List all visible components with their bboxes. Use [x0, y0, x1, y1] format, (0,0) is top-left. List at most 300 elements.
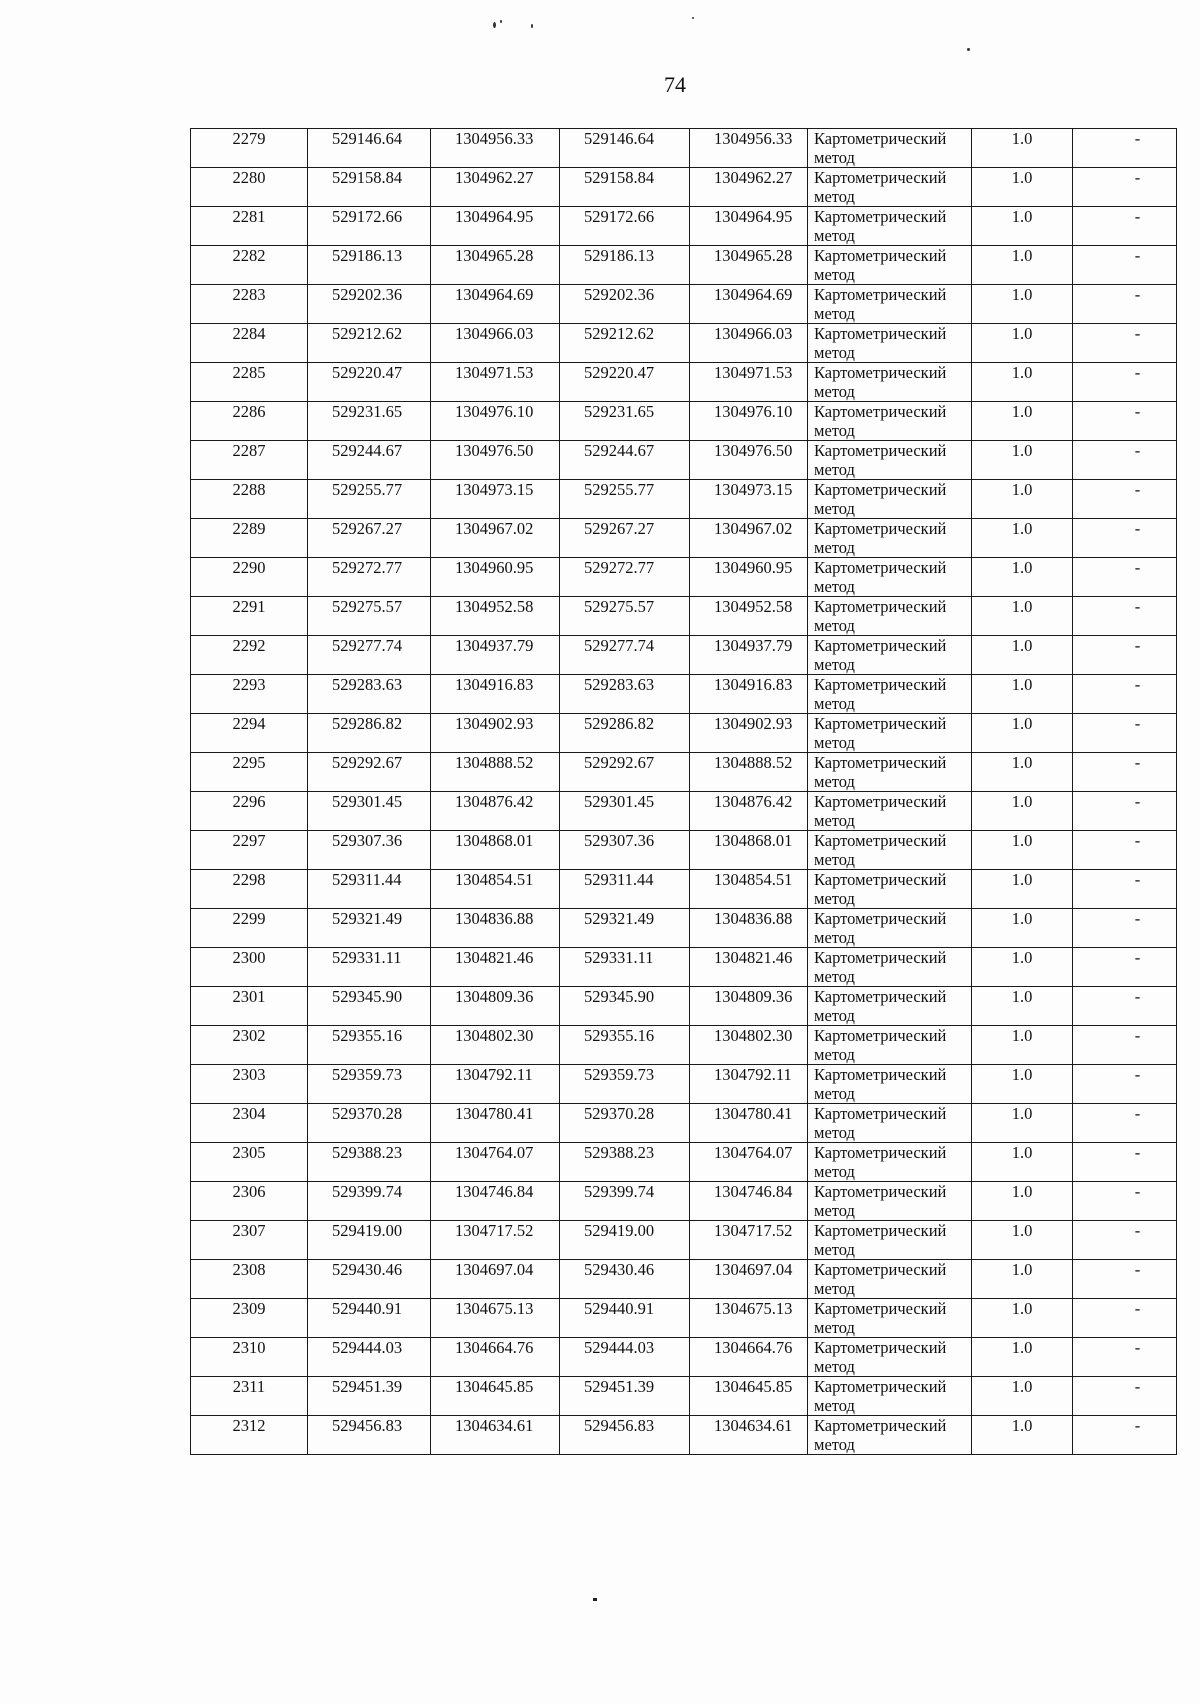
point-number-cell: 2295	[191, 753, 308, 792]
description-cell: -	[1073, 519, 1177, 558]
table-row	[191, 1377, 1177, 1416]
y-coordinate-cell: 1304634.61	[690, 1416, 808, 1455]
table-row	[191, 1221, 1177, 1260]
y-coordinate-cell: 1304967.02	[690, 519, 808, 558]
y-coordinate-cell: 1304868.01	[431, 831, 560, 870]
point-number-cell: 2280	[191, 168, 308, 207]
y-coordinate-cell: 1304962.27	[690, 168, 808, 207]
y-coordinate-cell: 1304764.07	[690, 1143, 808, 1182]
x-coordinate-cell: 529283.63	[560, 675, 690, 714]
method-cell: Картометрический метод	[808, 870, 972, 909]
description-cell: -	[1073, 792, 1177, 831]
x-coordinate-cell: 529451.39	[308, 1377, 431, 1416]
description-cell: -	[1073, 1182, 1177, 1221]
description-cell: -	[1073, 636, 1177, 675]
y-coordinate-cell: 1304962.27	[431, 168, 560, 207]
x-coordinate-cell: 529286.82	[308, 714, 431, 753]
method-cell: Картометрический метод	[808, 129, 972, 168]
x-coordinate-cell: 529244.67	[560, 441, 690, 480]
method-cell: Картометрический метод	[808, 1377, 972, 1416]
y-coordinate-cell: 1304964.69	[431, 285, 560, 324]
description-cell: -	[1073, 129, 1177, 168]
y-coordinate-cell: 1304967.02	[431, 519, 560, 558]
x-coordinate-cell: 529307.36	[308, 831, 431, 870]
y-coordinate-cell: 1304792.11	[431, 1065, 560, 1104]
method-cell: Картометрический метод	[808, 246, 972, 285]
x-coordinate-cell: 529388.23	[560, 1143, 690, 1182]
table-row	[191, 1026, 1177, 1065]
table-row	[191, 753, 1177, 792]
coordinates-table	[190, 128, 1177, 1455]
y-coordinate-cell: 1304976.10	[431, 402, 560, 441]
x-coordinate-cell: 529444.03	[560, 1338, 690, 1377]
y-coordinate-cell: 1304821.46	[431, 948, 560, 987]
point-number-cell: 2292	[191, 636, 308, 675]
scan-artifact	[593, 1598, 597, 1601]
x-coordinate-cell: 529286.82	[560, 714, 690, 753]
method-cell: Картометрический метод	[808, 1221, 972, 1260]
method-cell: Картометрический метод	[808, 1104, 972, 1143]
table-row	[191, 831, 1177, 870]
scan-artifact	[500, 20, 502, 23]
scan-artifact	[493, 22, 496, 28]
x-coordinate-cell: 529292.67	[308, 753, 431, 792]
table-row	[191, 1104, 1177, 1143]
accuracy-cell: 1.0	[972, 363, 1073, 402]
accuracy-cell: 1.0	[972, 948, 1073, 987]
x-coordinate-cell: 529212.62	[560, 324, 690, 363]
point-number-cell: 2304	[191, 1104, 308, 1143]
table-row	[191, 1182, 1177, 1221]
method-cell: Картометрический метод	[808, 597, 972, 636]
x-coordinate-cell: 529272.77	[308, 558, 431, 597]
table-row	[191, 129, 1177, 168]
accuracy-cell: 1.0	[972, 558, 1073, 597]
y-coordinate-cell: 1304802.30	[431, 1026, 560, 1065]
y-coordinate-cell: 1304937.79	[690, 636, 808, 675]
table-row	[191, 792, 1177, 831]
accuracy-cell: 1.0	[972, 207, 1073, 246]
method-cell: Картометрический метод	[808, 1338, 972, 1377]
x-coordinate-cell: 529146.64	[560, 129, 690, 168]
y-coordinate-cell: 1304976.10	[690, 402, 808, 441]
description-cell: -	[1073, 1104, 1177, 1143]
point-number-cell: 2309	[191, 1299, 308, 1338]
accuracy-cell: 1.0	[972, 1338, 1073, 1377]
x-coordinate-cell: 529277.74	[308, 636, 431, 675]
y-coordinate-cell: 1304964.95	[690, 207, 808, 246]
table-row	[191, 285, 1177, 324]
x-coordinate-cell: 529345.90	[560, 987, 690, 1026]
x-coordinate-cell: 529158.84	[308, 168, 431, 207]
x-coordinate-cell: 529456.83	[308, 1416, 431, 1455]
accuracy-cell: 1.0	[972, 168, 1073, 207]
point-number-cell: 2298	[191, 870, 308, 909]
table-row	[191, 597, 1177, 636]
y-coordinate-cell: 1304764.07	[431, 1143, 560, 1182]
x-coordinate-cell: 529399.74	[560, 1182, 690, 1221]
y-coordinate-cell: 1304836.88	[690, 909, 808, 948]
y-coordinate-cell: 1304645.85	[431, 1377, 560, 1416]
table-row	[191, 402, 1177, 441]
y-coordinate-cell: 1304664.76	[690, 1338, 808, 1377]
point-number-cell: 2300	[191, 948, 308, 987]
x-coordinate-cell: 529146.64	[308, 129, 431, 168]
accuracy-cell: 1.0	[972, 714, 1073, 753]
scan-artifact	[531, 24, 533, 28]
x-coordinate-cell: 529231.65	[560, 402, 690, 441]
table-row	[191, 1416, 1177, 1455]
accuracy-cell: 1.0	[972, 1104, 1073, 1143]
description-cell: -	[1073, 168, 1177, 207]
description-cell: -	[1073, 363, 1177, 402]
point-number-cell: 2293	[191, 675, 308, 714]
table-row	[191, 714, 1177, 753]
description-cell: -	[1073, 1299, 1177, 1338]
y-coordinate-cell: 1304746.84	[431, 1182, 560, 1221]
table-row	[191, 909, 1177, 948]
point-number-cell: 2297	[191, 831, 308, 870]
x-coordinate-cell: 529277.74	[560, 636, 690, 675]
method-cell: Картометрический метод	[808, 207, 972, 246]
point-number-cell: 2312	[191, 1416, 308, 1455]
table-row	[191, 363, 1177, 402]
y-coordinate-cell: 1304956.33	[690, 129, 808, 168]
x-coordinate-cell: 529419.00	[308, 1221, 431, 1260]
point-number-cell: 2279	[191, 129, 308, 168]
y-coordinate-cell: 1304809.36	[431, 987, 560, 1026]
y-coordinate-cell: 1304964.69	[690, 285, 808, 324]
y-coordinate-cell: 1304960.95	[690, 558, 808, 597]
x-coordinate-cell: 529359.73	[308, 1065, 431, 1104]
x-coordinate-cell: 529430.46	[560, 1260, 690, 1299]
y-coordinate-cell: 1304952.58	[690, 597, 808, 636]
y-coordinate-cell: 1304966.03	[431, 324, 560, 363]
description-cell: -	[1073, 1260, 1177, 1299]
page-number: 74	[664, 72, 686, 97]
x-coordinate-cell: 529399.74	[308, 1182, 431, 1221]
y-coordinate-cell: 1304965.28	[690, 246, 808, 285]
accuracy-cell: 1.0	[972, 324, 1073, 363]
x-coordinate-cell: 529307.36	[560, 831, 690, 870]
x-coordinate-cell: 529430.46	[308, 1260, 431, 1299]
accuracy-cell: 1.0	[972, 246, 1073, 285]
accuracy-cell: 1.0	[972, 285, 1073, 324]
method-cell: Картометрический метод	[808, 636, 972, 675]
accuracy-cell: 1.0	[972, 129, 1073, 168]
description-cell: -	[1073, 597, 1177, 636]
description-cell: -	[1073, 324, 1177, 363]
description-cell: -	[1073, 441, 1177, 480]
y-coordinate-cell: 1304902.93	[431, 714, 560, 753]
point-number-cell: 2307	[191, 1221, 308, 1260]
point-number-cell: 2288	[191, 480, 308, 519]
table-row	[191, 558, 1177, 597]
point-number-cell: 2281	[191, 207, 308, 246]
point-number-cell: 2286	[191, 402, 308, 441]
table-row	[191, 519, 1177, 558]
accuracy-cell: 1.0	[972, 792, 1073, 831]
y-coordinate-cell: 1304965.28	[431, 246, 560, 285]
y-coordinate-cell: 1304780.41	[431, 1104, 560, 1143]
accuracy-cell: 1.0	[972, 753, 1073, 792]
y-coordinate-cell: 1304888.52	[690, 753, 808, 792]
y-coordinate-cell: 1304902.93	[690, 714, 808, 753]
accuracy-cell: 1.0	[972, 402, 1073, 441]
point-number-cell: 2287	[191, 441, 308, 480]
y-coordinate-cell: 1304809.36	[690, 987, 808, 1026]
table-row	[191, 207, 1177, 246]
method-cell: Картометрический метод	[808, 909, 972, 948]
x-coordinate-cell: 529186.13	[308, 246, 431, 285]
y-coordinate-cell: 1304802.30	[690, 1026, 808, 1065]
y-coordinate-cell: 1304675.13	[431, 1299, 560, 1338]
y-coordinate-cell: 1304966.03	[690, 324, 808, 363]
y-coordinate-cell: 1304717.52	[431, 1221, 560, 1260]
accuracy-cell: 1.0	[972, 1416, 1073, 1455]
description-cell: -	[1073, 246, 1177, 285]
description-cell: -	[1073, 207, 1177, 246]
method-cell: Картометрический метод	[808, 285, 972, 324]
accuracy-cell: 1.0	[972, 1026, 1073, 1065]
accuracy-cell: 1.0	[972, 870, 1073, 909]
scan-artifact	[692, 17, 694, 19]
description-cell: -	[1073, 987, 1177, 1026]
y-coordinate-cell: 1304973.15	[690, 480, 808, 519]
method-cell: Картометрический метод	[808, 714, 972, 753]
description-cell: -	[1073, 831, 1177, 870]
y-coordinate-cell: 1304854.51	[431, 870, 560, 909]
x-coordinate-cell: 529355.16	[308, 1026, 431, 1065]
method-cell: Картометрический метод	[808, 558, 972, 597]
x-coordinate-cell: 529275.57	[560, 597, 690, 636]
accuracy-cell: 1.0	[972, 1299, 1073, 1338]
accuracy-cell: 1.0	[972, 1143, 1073, 1182]
table-row	[191, 636, 1177, 675]
x-coordinate-cell: 529186.13	[560, 246, 690, 285]
point-number-cell: 2303	[191, 1065, 308, 1104]
x-coordinate-cell: 529311.44	[560, 870, 690, 909]
x-coordinate-cell: 529311.44	[308, 870, 431, 909]
method-cell: Картометрический метод	[808, 1065, 972, 1104]
method-cell: Картометрический метод	[808, 1416, 972, 1455]
y-coordinate-cell: 1304952.58	[431, 597, 560, 636]
method-cell: Картометрический метод	[808, 1299, 972, 1338]
x-coordinate-cell: 529158.84	[560, 168, 690, 207]
x-coordinate-cell: 529231.65	[308, 402, 431, 441]
x-coordinate-cell: 529220.47	[308, 363, 431, 402]
point-number-cell: 2299	[191, 909, 308, 948]
method-cell: Картометрический метод	[808, 1143, 972, 1182]
y-coordinate-cell: 1304634.61	[431, 1416, 560, 1455]
x-coordinate-cell: 529172.66	[308, 207, 431, 246]
x-coordinate-cell: 529301.45	[308, 792, 431, 831]
y-coordinate-cell: 1304916.83	[690, 675, 808, 714]
y-coordinate-cell: 1304956.33	[431, 129, 560, 168]
method-cell: Картометрический метод	[808, 519, 972, 558]
x-coordinate-cell: 529345.90	[308, 987, 431, 1026]
y-coordinate-cell: 1304821.46	[690, 948, 808, 987]
method-cell: Картометрический метод	[808, 441, 972, 480]
point-number-cell: 2308	[191, 1260, 308, 1299]
x-coordinate-cell: 529451.39	[560, 1377, 690, 1416]
accuracy-cell: 1.0	[972, 987, 1073, 1026]
accuracy-cell: 1.0	[972, 909, 1073, 948]
method-cell: Картометрический метод	[808, 675, 972, 714]
y-coordinate-cell: 1304792.11	[690, 1065, 808, 1104]
description-cell: -	[1073, 1416, 1177, 1455]
x-coordinate-cell: 529212.62	[308, 324, 431, 363]
table-row	[191, 1260, 1177, 1299]
y-coordinate-cell: 1304916.83	[431, 675, 560, 714]
method-cell: Картометрический метод	[808, 753, 972, 792]
y-coordinate-cell: 1304664.76	[431, 1338, 560, 1377]
point-number-cell: 2306	[191, 1182, 308, 1221]
description-cell: -	[1073, 1065, 1177, 1104]
y-coordinate-cell: 1304780.41	[690, 1104, 808, 1143]
description-cell: -	[1073, 1221, 1177, 1260]
point-number-cell: 2310	[191, 1338, 308, 1377]
x-coordinate-cell: 529355.16	[560, 1026, 690, 1065]
method-cell: Картометрический метод	[808, 792, 972, 831]
point-number-cell: 2285	[191, 363, 308, 402]
point-number-cell: 2296	[191, 792, 308, 831]
x-coordinate-cell: 529283.63	[308, 675, 431, 714]
y-coordinate-cell: 1304746.84	[690, 1182, 808, 1221]
x-coordinate-cell: 529440.91	[560, 1299, 690, 1338]
x-coordinate-cell: 529255.77	[308, 480, 431, 519]
accuracy-cell: 1.0	[972, 480, 1073, 519]
x-coordinate-cell: 529255.77	[560, 480, 690, 519]
y-coordinate-cell: 1304876.42	[431, 792, 560, 831]
accuracy-cell: 1.0	[972, 675, 1073, 714]
x-coordinate-cell: 529202.36	[308, 285, 431, 324]
description-cell: -	[1073, 714, 1177, 753]
method-cell: Картометрический метод	[808, 363, 972, 402]
y-coordinate-cell: 1304971.53	[431, 363, 560, 402]
point-number-cell: 2290	[191, 558, 308, 597]
description-cell: -	[1073, 558, 1177, 597]
x-coordinate-cell: 529275.57	[308, 597, 431, 636]
table-row	[191, 1143, 1177, 1182]
method-cell: Картометрический метод	[808, 987, 972, 1026]
table-row	[191, 987, 1177, 1026]
x-coordinate-cell: 529292.67	[560, 753, 690, 792]
x-coordinate-cell: 529370.28	[560, 1104, 690, 1143]
x-coordinate-cell: 529370.28	[308, 1104, 431, 1143]
y-coordinate-cell: 1304836.88	[431, 909, 560, 948]
x-coordinate-cell: 529359.73	[560, 1065, 690, 1104]
y-coordinate-cell: 1304960.95	[431, 558, 560, 597]
description-cell: -	[1073, 1026, 1177, 1065]
y-coordinate-cell: 1304854.51	[690, 870, 808, 909]
y-coordinate-cell: 1304971.53	[690, 363, 808, 402]
point-number-cell: 2289	[191, 519, 308, 558]
y-coordinate-cell: 1304964.95	[431, 207, 560, 246]
table-row	[191, 168, 1177, 207]
description-cell: -	[1073, 480, 1177, 519]
table-row	[191, 246, 1177, 285]
table-row	[191, 324, 1177, 363]
y-coordinate-cell: 1304697.04	[690, 1260, 808, 1299]
x-coordinate-cell: 529321.49	[308, 909, 431, 948]
method-cell: Картометрический метод	[808, 168, 972, 207]
scan-artifact	[967, 48, 970, 51]
description-cell: -	[1073, 1338, 1177, 1377]
accuracy-cell: 1.0	[972, 1182, 1073, 1221]
y-coordinate-cell: 1304888.52	[431, 753, 560, 792]
method-cell: Картометрический метод	[808, 948, 972, 987]
description-cell: -	[1073, 1377, 1177, 1416]
x-coordinate-cell: 529331.11	[560, 948, 690, 987]
x-coordinate-cell: 529444.03	[308, 1338, 431, 1377]
y-coordinate-cell: 1304717.52	[690, 1221, 808, 1260]
x-coordinate-cell: 529267.27	[308, 519, 431, 558]
y-coordinate-cell: 1304976.50	[690, 441, 808, 480]
y-coordinate-cell: 1304868.01	[690, 831, 808, 870]
accuracy-cell: 1.0	[972, 1260, 1073, 1299]
x-coordinate-cell: 529267.27	[560, 519, 690, 558]
x-coordinate-cell: 529456.83	[560, 1416, 690, 1455]
x-coordinate-cell: 529440.91	[308, 1299, 431, 1338]
point-number-cell: 2283	[191, 285, 308, 324]
x-coordinate-cell: 529388.23	[308, 1143, 431, 1182]
table-row	[191, 1299, 1177, 1338]
table-row	[191, 1338, 1177, 1377]
x-coordinate-cell: 529202.36	[560, 285, 690, 324]
table-row	[191, 1065, 1177, 1104]
x-coordinate-cell: 529321.49	[560, 909, 690, 948]
accuracy-cell: 1.0	[972, 831, 1073, 870]
accuracy-cell: 1.0	[972, 1221, 1073, 1260]
x-coordinate-cell: 529331.11	[308, 948, 431, 987]
table-row	[191, 675, 1177, 714]
x-coordinate-cell: 529172.66	[560, 207, 690, 246]
y-coordinate-cell: 1304976.50	[431, 441, 560, 480]
accuracy-cell: 1.0	[972, 636, 1073, 675]
y-coordinate-cell: 1304645.85	[690, 1377, 808, 1416]
method-cell: Картометрический метод	[808, 324, 972, 363]
description-cell: -	[1073, 1143, 1177, 1182]
point-number-cell: 2305	[191, 1143, 308, 1182]
point-number-cell: 2282	[191, 246, 308, 285]
x-coordinate-cell: 529244.67	[308, 441, 431, 480]
method-cell: Картометрический метод	[808, 1182, 972, 1221]
y-coordinate-cell: 1304937.79	[431, 636, 560, 675]
point-number-cell: 2294	[191, 714, 308, 753]
description-cell: -	[1073, 870, 1177, 909]
x-coordinate-cell: 529220.47	[560, 363, 690, 402]
description-cell: -	[1073, 909, 1177, 948]
y-coordinate-cell: 1304697.04	[431, 1260, 560, 1299]
description-cell: -	[1073, 285, 1177, 324]
point-number-cell: 2284	[191, 324, 308, 363]
accuracy-cell: 1.0	[972, 519, 1073, 558]
point-number-cell: 2301	[191, 987, 308, 1026]
accuracy-cell: 1.0	[972, 597, 1073, 636]
method-cell: Картометрический метод	[808, 480, 972, 519]
x-coordinate-cell: 529272.77	[560, 558, 690, 597]
y-coordinate-cell: 1304973.15	[431, 480, 560, 519]
point-number-cell: 2291	[191, 597, 308, 636]
method-cell: Картометрический метод	[808, 1260, 972, 1299]
y-coordinate-cell: 1304876.42	[690, 792, 808, 831]
x-coordinate-cell: 529419.00	[560, 1221, 690, 1260]
description-cell: -	[1073, 753, 1177, 792]
description-cell: -	[1073, 675, 1177, 714]
description-cell: -	[1073, 402, 1177, 441]
y-coordinate-cell: 1304675.13	[690, 1299, 808, 1338]
